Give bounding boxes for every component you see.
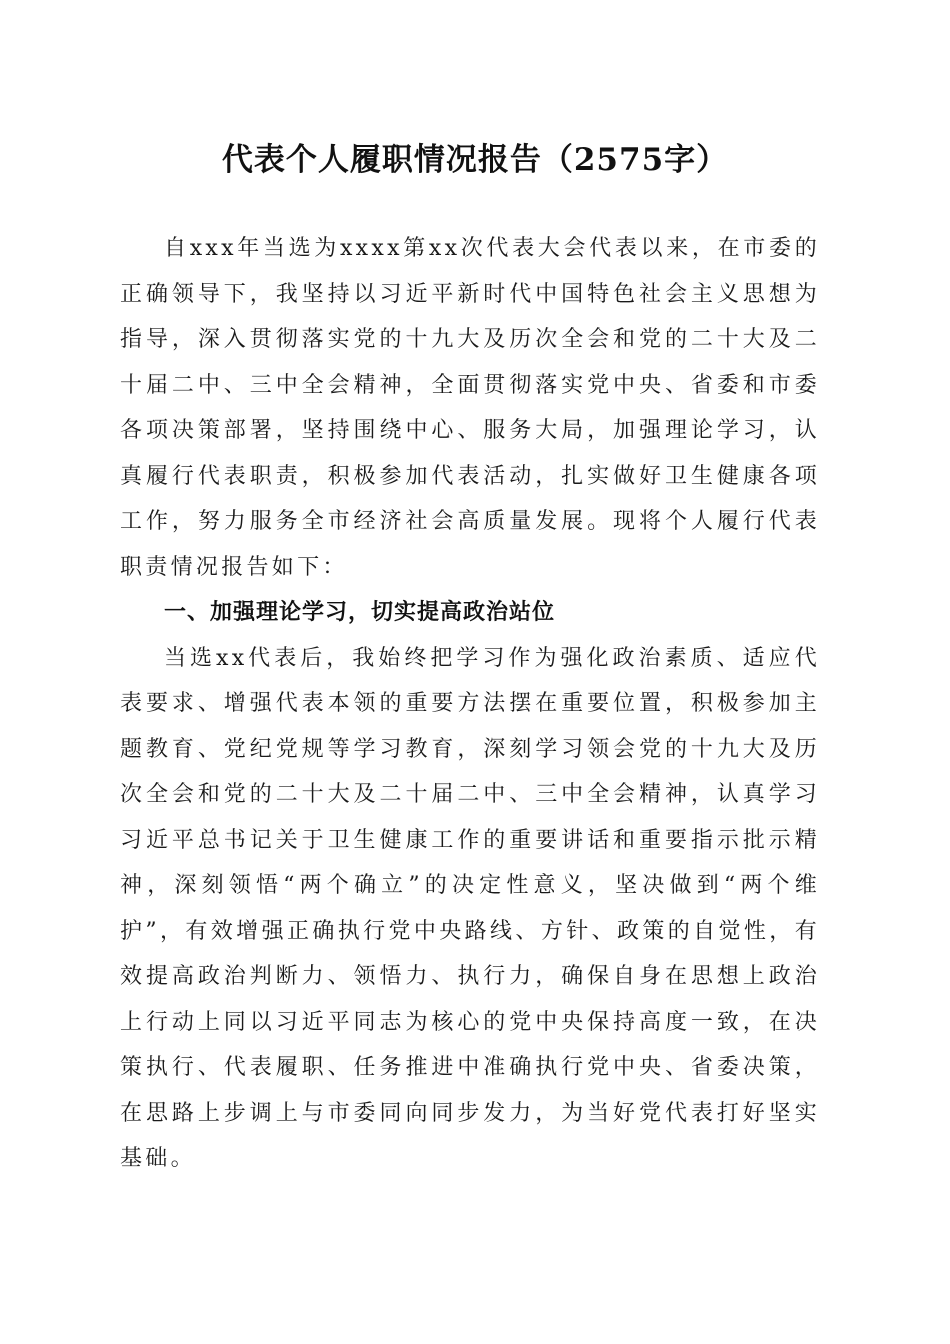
document-body: [120, 226, 820, 1182]
document-title: 代表个人履职情况报告（2575字）: [221, 142, 729, 178]
intro-paragraph: 自xxx年当选为xxxx第xx次代表大会代表以来，在市委的正确领导下，我坚持以习近平新时代中国特色社会主义思想为指导，深入贯彻落实党的十九大及历次全会和党的二十大及二十届二中、三中全会精神，全面贯彻落实党中央、省委和市委各项决策部署，坚持围绕中心、服务大局，加强理论学习，认真履行代表职责，积极参加代表活动，扎实做好卫生健康各项工作，努力服务全市经济社会高质量发展。现将个人履行代表职责情况报告如下：: [120, 236, 820, 580]
section-1-paragraph: 当选xx代表后，我始终把学习作为强化政治素质、适应代表要求、增强代表本领的重要方法摆在重要位置，积极参加主题教育、党纪党规等学习教育，深刻学习领会党的十九大及历次全会和党的二十大及二十届二中、三中全会精神，认真学习习近平总书记关于卫生健康工作的重要讲话和重要指示批示精神，深刻领悟“两个确立”的决定性意义，坚决做到“两个维护”，有效增强正确执行党中央路线、方针、政策的自觉性，有效提高政治判断力、领悟力、执行力，确保自身在思想上政治上行动上同以习近平同志为核心的党中央保持高度一致，在决策执行、代表履职、任务推进中准确执行党中央、省委决策，在思路上步调上与市委同向同步发力，为当好党代表打好坚实基础。: [120, 645, 820, 1171]
section-1-heading: 一、加强理论学习，切实提高政治站位: [164, 600, 556, 625]
